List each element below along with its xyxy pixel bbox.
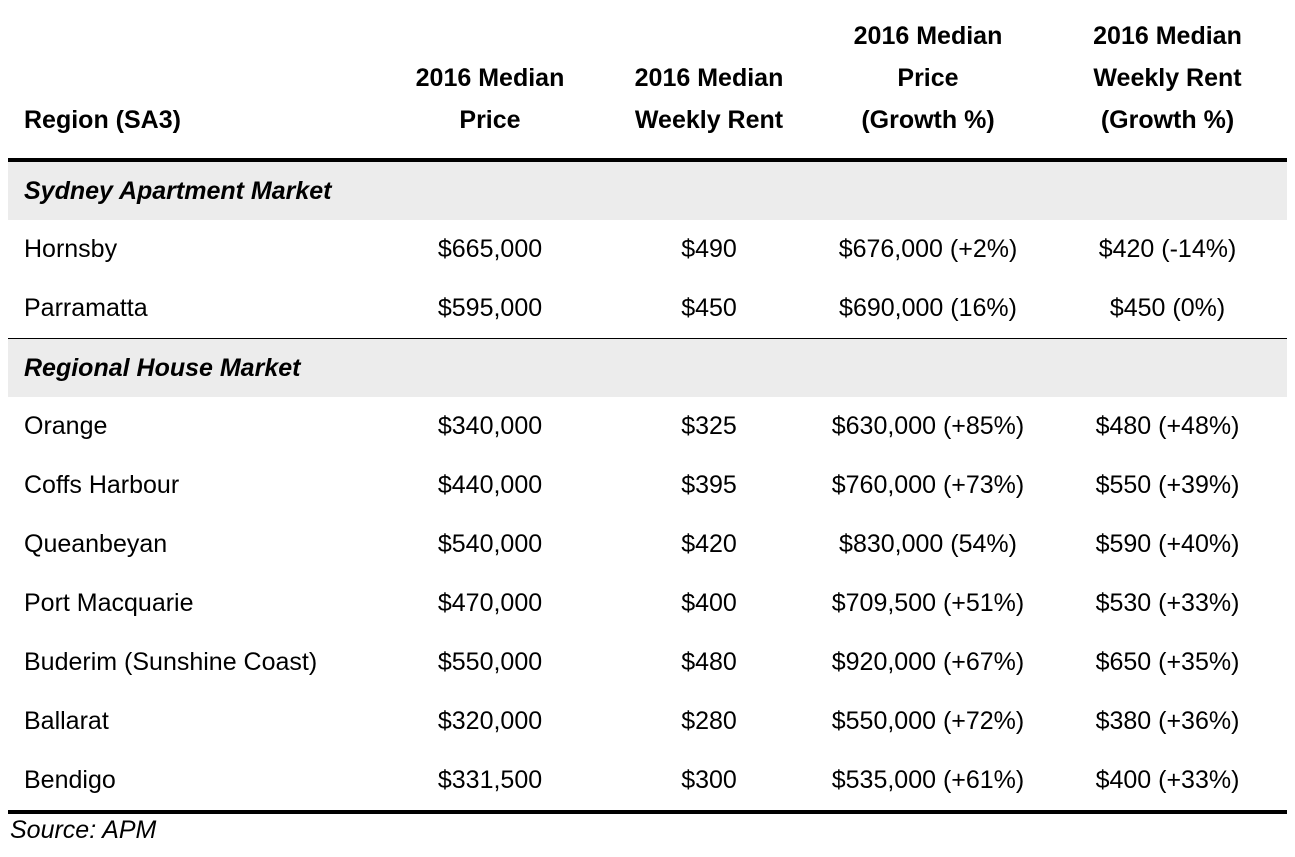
header-line: Weekly Rent <box>634 106 784 134</box>
section-filler-cell <box>610 160 808 220</box>
table-row <box>8 692 1287 751</box>
value-cell: $400 <box>681 589 737 617</box>
value-cell: $395 <box>681 471 737 499</box>
value-cell: $300 <box>610 751 808 812</box>
table-row <box>8 515 1287 574</box>
section-filler-cell <box>808 160 1048 220</box>
section-filler-cell <box>370 339 610 398</box>
price-rent-table-container <box>8 0 1287 814</box>
value-cell: $830,000 (54%) <box>839 530 1017 558</box>
region-cell: Orange <box>24 412 108 440</box>
table-header-row <box>8 0 1287 160</box>
region-cell: Ballarat <box>24 707 109 735</box>
table-body <box>8 160 1287 812</box>
value-cell: $480 <box>681 648 737 676</box>
column-header-median-price <box>370 0 610 160</box>
value-cell: $535,000 (+61%) <box>808 751 1048 812</box>
value-cell: $450 <box>681 294 737 322</box>
column-header-median-weekly-rent <box>610 0 808 160</box>
header-line: 2016 Median <box>1093 22 1242 50</box>
price-rent-table <box>8 0 1287 814</box>
value-cell: $550,000 <box>437 648 543 676</box>
header-line: 2016 Median <box>634 64 784 92</box>
region-cell: Parramatta <box>24 294 148 322</box>
value-cell: $400 (+33%) <box>1048 751 1287 812</box>
header-line: 2016 Median <box>415 64 565 92</box>
table-row <box>8 279 1287 339</box>
value-cell: $470,000 <box>437 589 543 617</box>
table-row <box>8 574 1287 633</box>
value-cell: $340,000 <box>437 412 543 440</box>
section-filler-cell <box>808 339 1048 398</box>
value-cell: $665,000 <box>437 235 543 263</box>
region-cell: Coffs Harbour <box>24 471 180 499</box>
table-row <box>8 456 1287 515</box>
value-cell: $380 (+36%) <box>1095 707 1240 735</box>
header-line: (Growth %) <box>1100 106 1235 134</box>
value-cell: $480 (+48%) <box>1095 412 1240 440</box>
section-header-row <box>8 339 1287 398</box>
value-cell: $325 <box>681 412 737 440</box>
table-row <box>8 633 1287 692</box>
value-cell: $630,000 (+85%) <box>831 412 1025 440</box>
value-cell: $760,000 (+73%) <box>831 471 1025 499</box>
region-cell: Bendigo <box>8 751 370 812</box>
source-note: Source: APM <box>10 816 157 844</box>
value-cell: $490 <box>681 235 737 263</box>
value-cell: $440,000 <box>437 471 543 499</box>
column-header-price-growth <box>808 0 1048 160</box>
value-cell: $540,000 <box>437 530 543 558</box>
header-line: Region (SA3) <box>24 106 181 134</box>
table-row <box>8 751 1287 812</box>
value-cell: $450 (0%) <box>1109 294 1226 322</box>
section-filler-cell <box>1048 160 1287 220</box>
region-cell: Port Macquarie <box>24 589 194 617</box>
section-title: Regional House Market <box>8 339 370 398</box>
value-cell: $280 <box>681 707 737 735</box>
section-filler-cell <box>370 160 610 220</box>
column-header-region <box>8 0 370 160</box>
header-line: Weekly Rent <box>1093 64 1242 92</box>
table-row <box>8 397 1287 456</box>
header-line: 2016 Median <box>853 22 1003 50</box>
value-cell: $331,500 <box>370 751 610 812</box>
section-title: Sydney Apartment Market <box>8 160 370 220</box>
value-cell: $709,500 (+51%) <box>831 589 1025 617</box>
value-cell: $650 (+35%) <box>1095 648 1240 676</box>
value-cell: $320,000 <box>437 707 543 735</box>
value-cell: $920,000 (+67%) <box>831 648 1025 676</box>
region-cell: Queanbeyan <box>24 530 168 558</box>
header-line: Price <box>459 106 521 134</box>
region-cell: Hornsby <box>24 235 118 263</box>
value-cell: $676,000 (+2%) <box>838 235 1018 263</box>
value-cell: $690,000 (16%) <box>839 294 1017 322</box>
section-header-row <box>8 160 1287 220</box>
header-line: Price <box>897 64 959 92</box>
column-header-rent-growth <box>1048 0 1287 160</box>
table-row <box>8 220 1287 279</box>
value-cell: $595,000 <box>437 294 543 322</box>
value-cell: $420 <box>681 530 737 558</box>
section-filler-cell <box>1048 339 1287 398</box>
value-cell: $550,000 (+72%) <box>831 707 1025 735</box>
value-cell: $530 (+33%) <box>1095 589 1240 617</box>
region-cell: Buderim (Sunshine Coast) <box>24 648 318 676</box>
section-filler-cell <box>610 339 808 398</box>
value-cell: $550 (+39%) <box>1095 471 1240 499</box>
value-cell: $590 (+40%) <box>1095 530 1240 558</box>
header-line: (Growth %) <box>861 106 995 134</box>
value-cell: $420 (-14%) <box>1098 235 1237 263</box>
